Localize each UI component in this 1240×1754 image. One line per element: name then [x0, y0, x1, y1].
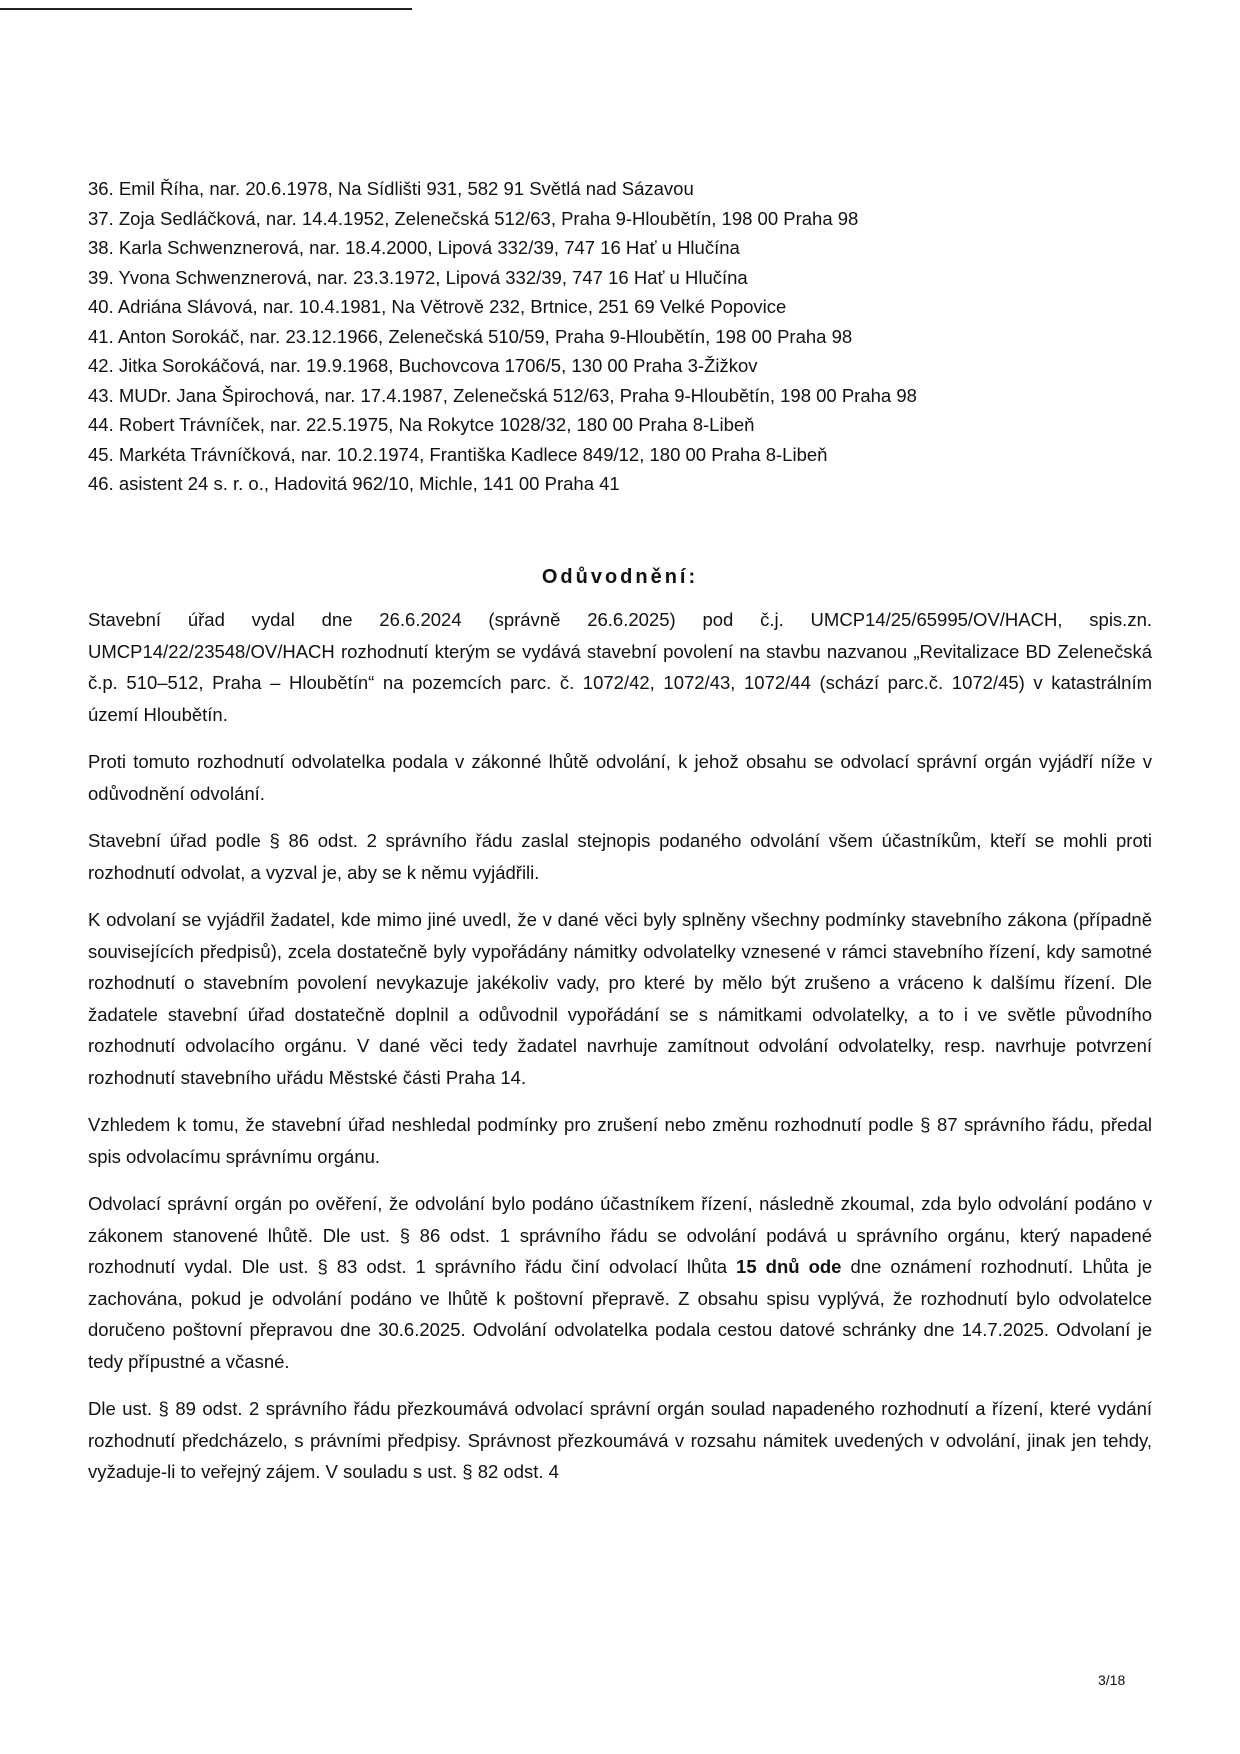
paragraph: Proti tomuto rozhodnutí odvolatelka podala v zákonné lhůtě odvolání, k jehož obsahu se odvolací správní orgán vyjádří níže v odůvodnění odvolání. [88, 751, 1152, 804]
header-rule [0, 8, 412, 10]
bold-text: 15 dnů ode [736, 1256, 842, 1277]
section-heading: Odůvodnění: [541, 566, 699, 588]
list-item: 38. Karla Schwenznerová, nar. 18.4.2000, Lipová 332/39, 747 16 Hať u Hlučína [88, 237, 740, 258]
participants-list [88, 174, 917, 499]
list-item: 42. Jitka Sorokáčová, nar. 19.9.1968, Buchovcova 1706/5, 130 00 Praha 3-Žižkov [88, 355, 758, 376]
paragraph: Dle ust. § 89 odst. 2 správního řádu přezkoumává odvolací správní orgán soulad napadeného rozhodnutí a řízení, které vydání rozhodnutí předcházelo, s právními předpisy. Správnost přezkoumává v rozsahu námitek uvedených v odvolání, jinak jen tehdy, vyžaduje-li to veřejný zájem. V souladu s ust. § 82 odst. 4 [88, 1398, 1152, 1482]
paragraph-text: dne oznámení rozhodnutí. Lhůta je zachována, pokud je odvolání podáno ve lhůtě k poštovní přepravě. Z obsahu spisu vyplývá, že rozhodnutí bylo odvolatelce doručeno poštovní přepravou dne 30.6.2025. Odvolání odvolatelka podala cestou datové schránky dne 14.7.2025. Odvolaní je tedy přípustné a včasné. [88, 1256, 1152, 1372]
paragraph: Stavební úřad vydal dne 26.6.2024 (správně 26.6.2025) pod č.j. UMCP14/25/65995/OV/HACH, spis.zn. UMCP14/22/23548/OV/HACH rozhodnutí kterým se vydává stavební povolení na stavbu nazvanou „Revitalizace BD Zelenečská č.p. 510–512, Praha – Hloubětín“ na pozemcích parc. č. 1072/42, 1072/43, 1072/44 (schází parc.č. 1072/45) v katastrálním území Hloubětín. [88, 609, 1152, 725]
list-item: 45. Markéta Trávníčková, nar. 10.2.1974, Františka Kadlece 849/12, 180 00 Praha 8-Libeň [88, 443, 828, 465]
list-item: 46. asistent 24 s. r. o., Hadovitá 962/10, Michle, 141 00 Praha 41 [88, 473, 620, 494]
list-item: 39. Yvona Schwenznerová, nar. 23.3.1972, Lipová 332/39, 747 16 Hať u Hlučína [88, 266, 748, 288]
paragraph: K odvolaní se vyjádřil žadatel, kde mimo jiné uvedl, že v dané věci byly splněny všechny podmínky stavebního zákona (případně souvisejících předpisů), zcela dostatečně byly vypořádány námitky odvolatelky vznesené v rámci stavebního řízení, kdy samotné rozhodnutí o stavebním povolení nevykazuje jakékoliv vady, pro které by mělo být zrušeno a vráceno k dalšímu řízení. Dle žadatele stavební úřad dostatečně doplnil a odůvodnil vypořádání se s námitkami odvolatelky, a to i ve světle původního rozhodnutí odvolacího orgánu. V dané věci tedy žadatel navrhuje zamítnout odvolání odvolatelky, resp. navrhuje potvrzení rozhodnutí stavebního uřádu Městské části Praha 14. [88, 909, 1152, 1088]
reasoning-body [88, 604, 1152, 1504]
list-item: 36. Emil Říha, nar. 20.6.1978, Na Sídlišti 931, 582 91 Světlá nad Sázavou [88, 178, 694, 199]
page-number: 3/18 [1098, 1672, 1126, 1688]
paragraph-text: Odvolací správní orgán po ověření, že odvolání bylo podáno účastníkem řízení, následně zkoumal, zda bylo odvolání podáno v zákonem stanovené lhůtě. Dle ust. § 86 odst. 1 správního řádu se odvolání podává u správního orgánu, který napadené rozhodnutí vydal. Dle ust. § 83 odst. 1 správního řádu činí odvolací lhůta [88, 1193, 1152, 1277]
paragraph: Stavební úřad podle § 86 odst. 2 správního řádu zaslal stejnopis podaného odvolání všem účastníkům, kteří se mohli proti rozhodnutí odvolat, a vyzval je, aby se k němu vyjádřili. [88, 830, 1152, 883]
paragraph: Vzhledem k tomu, že stavební úřad neshledal podmínky pro zrušení nebo změnu rozhodnutí podle § 87 správního řádu, předal spis odvolacímu správnímu orgánu. [88, 1114, 1152, 1167]
list-item: 37. Zoja Sedláčková, nar. 14.4.1952, Zelenečská 512/63, Praha 9-Hloubětín, 198 00 Praha 98 [88, 207, 859, 229]
list-item: 44. Robert Trávníček, nar. 22.5.1975, Na Rokytce 1028/32, 180 00 Praha 8-Libeň [88, 414, 755, 435]
list-item: 43. MUDr. Jana Špirochová, nar. 17.4.1987, Zelenečská 512/63, Praha 9-Hloubětín, 198 00 Praha 98 [88, 384, 917, 406]
paragraph [88, 1188, 1152, 1377]
list-item: 41. Anton Sorokáč, nar. 23.12.1966, Zelenečská 510/59, Praha 9-Hloubětín, 198 00 Praha 98 [88, 325, 853, 347]
list-item: 40. Adriána Slávová, nar. 10.4.1981, Na Větrově 232, Brtnice, 251 69 Velké Popovice [88, 296, 787, 317]
